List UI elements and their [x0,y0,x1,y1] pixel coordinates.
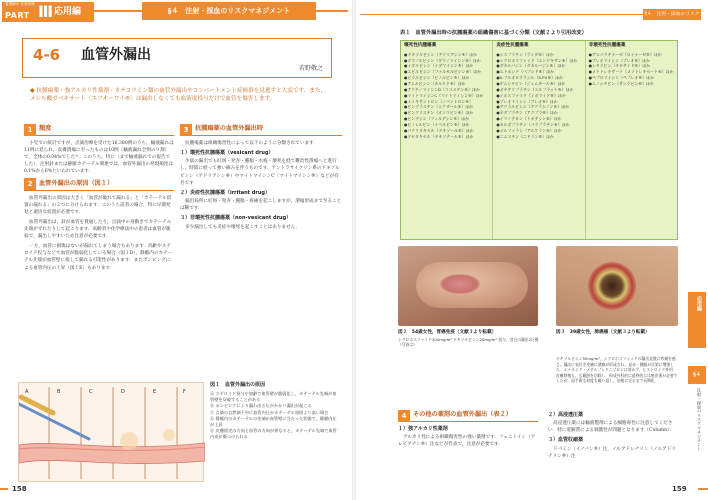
table-column-heading: 壊死性抗腫瘍薬 [404,43,437,48]
intro-text: 抗腫瘍薬・強アルカリ性薬剤・カテコラミン類の血管外漏出やコンパートメント症候群を見逃すと大変です．また，メシル酸ガベキサート（エフオーワイ®）は漏出しなくても血液度投与だけで血管を傷害します． [30,88,327,103]
table-1 [400,40,678,240]
drug-entry: ●シタラビン（キロサイド®）ほか [588,63,650,69]
figure-1-illustration [18,382,204,482]
part-number: Ⅲ [38,2,54,21]
page-number-right: 159 [672,485,687,493]
alkaline-heading: １）強アルカリ性薬剤 [398,426,448,432]
svg-text:D: D [121,389,125,395]
part-word: PART [5,11,30,20]
vasoconstrictor-text: ドパミン（イノバン®）注，ノルアドレナリン（ノルアドリナリン®）注 [548,446,676,459]
drug-entry: ●ビンブラスチン（エクザール®）ほか [404,104,474,110]
non-vesicant-heading: ３）非壊死性抗腫瘍薬（non-vesicant drug） [180,215,292,222]
svg-text:B: B [57,389,61,395]
section-heading-cause [24,179,174,191]
right-page-right-column [548,410,680,463]
drug-entry: ●ゲムシタビン（ジェムザール®）ほか [496,80,566,86]
drug-entry: ●カルボプラチン（パラプラチン®）ほか [496,121,570,127]
drug-entry: ●イホスファミド（イホマイド®）ほか [496,92,566,98]
figure-1-caption [210,382,340,440]
drug-entry: ●ミトキサントロン（ノバントロン®） [404,98,474,104]
ulcer-image [588,262,636,310]
side-section-text: 注射・採血のリスクマネジメント [697,388,702,451]
chapter-number: 4-6 [33,46,61,64]
drug-entry: ●オキサリプラチン（エルプラット®）ほか [496,86,574,92]
irritant-heading: ２）炎症性抗腫瘍薬（irritant drug） [180,189,270,196]
irritant-text: 漏出局所に紅斑・発赤・腫脹・疼痛を起こしますが，潰瘍形成まで至ることは稀です． [180,199,342,212]
header-rule [360,14,660,15]
cause-text-2: 血管外漏出は，針が血管を貫通したり，点滴中の身動きでカテーテル先端がずれたりして起こります．高齢者や化学療法中の患者は血管が脆弱で，漏出しやすいため注意が必要です． [24,219,172,240]
table-column-heading: 非壊死性抗腫瘍薬 [588,43,626,48]
drug-entry: ●ドセタキセル（タキソテール®）ほか [404,133,474,139]
drug-entry: ●エトポシド（ベプシド®）ほか [496,69,555,75]
drug-entry: ●ダウノルビシン（ダウノマイシン®）ほか [404,57,481,63]
drug-entry: ●アクチノマイシンD（コスメゲン®）ほか [404,86,480,92]
figure-1-item: Ⓒ 点滴の自然滴下中に血管内圧がカテーテル周囲より高い場合 [210,409,329,415]
vesicant-heading: １）壊死性抗腫瘍薬（vesicant drug） [180,150,274,157]
cause-text-3: 一方，血管に損傷はないが漏れてしまう場合もあります．高齢やステロイド投与などで血管が脆弱化している場合（図１D），静脈内のカテーテル先端が血管壁に接して漏れる可能性があります．またポンピングによる血管内圧の上昇（図１E）もあります． [24,244,173,271]
figure-2-photo [398,246,538,326]
side-tab [688,292,706,348]
drug-entry: ●イリノテカン（トポテシン®）ほか [496,116,562,122]
part-tag [2,2,94,22]
drug-entry: ●ブレオマイシン（ブレオ®）ほか [496,98,558,104]
non-vesicant-text: 多少漏出しても炎症や壊死を起こすことはありません． [185,224,301,230]
drug-entry: ●ニムスチン（ニドラン®）ほか [496,133,554,139]
right-column [180,124,342,234]
chapter-title: 血管外漏出 [81,47,151,63]
svg-text:A: A [25,389,29,395]
section-heading-other-drugs [398,410,538,422]
footer-bar [698,488,708,490]
cause-text-1: 血管外漏出の原因は大きく「血管が破れて漏れる」と「カテーテル留置の漏れる」の２つに分けられます．このうち前者の場合，特に早期発見と適切な処置が必要です． [24,195,172,215]
side-section-badge: §４ [688,366,706,384]
drug-entry: ●ビノレルビン（ナベルビン®）ほか [404,121,470,127]
figure-3-title: 図３ 39歳女性，肺癌癌（文献３より転載） [556,330,650,335]
drug-entry: ●5-フルオロウラシル（5-FU®）ほか [496,75,563,81]
figure-1-item: Ⓔ 皮膚固定の方向と血管の方向が異なると，カテーテル先端で血管内皮が傷つけられる [210,427,337,439]
figure-2-caption [398,330,542,348]
drug-entry: ●ネダプラチン（アクプラ®）ほか [496,110,558,116]
drug-entry: ●エノシタビン（サンラビン®）ほか [588,80,654,86]
figure-1-item: Ⓑ ポンピングにより漏れ出る圧がかかり漏出が起こる [210,403,312,409]
table-column-non-vesicant [586,41,677,239]
drug-entry: ●アクラルビシン（アクラシノン®）ほか [496,104,569,110]
right-page-left-column [398,410,538,451]
drug-entry: ●エピルビシン（ファルモルビシン®）ほか [404,69,482,75]
antitumor-intro: 抗腫瘍薬は組織傷害性によって以下のように分類されています． [185,141,318,146]
drug-entry: ●アムルビシン（カルセド®）ほか [404,80,466,86]
alkaline-text: アルカリ性による組織傷害性の強い薬剤です．フェニトイン（アレビアチン®）注などが代表で，注意が必要です． [398,435,536,448]
figure-1-item: Ⓐ ステロイド投与や加齢で血管壁が脆弱化し，カテーテル先端が血管壁を穿破することがある [210,391,337,403]
drug-entry: ●ビンデシン（フィルデシン®）ほか [404,116,469,122]
figure-2-body: シクロホスファミド300mg/m² ドキソルビシン20mg/m² 投与，翌日の漏出2日後（写真は） [398,336,539,348]
part-small-label: 看護師の 仕事辞典 [5,2,35,6]
figure-1-title: 図１ 血管外漏出の原因 [210,382,266,388]
section-number: 2 [24,178,36,190]
drug-entry: ●メルファラン（アルケラン®）ほか [496,127,562,133]
side-tab-label: 応用編 [696,296,702,311]
table-column-vesicant [401,41,493,239]
section-title: 抗腫瘍薬の血管外漏出時 [195,125,264,132]
table-1-title: 表１ 血管外漏出時の抗腫瘍薬の組織傷害に基づく分類（文献２より引用改変） [400,30,587,36]
drug-entry: ●ピラルビシン（ピノルビン®）ほか [404,75,470,81]
table-column-irritant [493,41,585,239]
drug-entry: ●マイトマイシンC（マイトマイシン®）ほか [404,92,484,98]
figure-2-title: 図２ 54歳女性，胃癌免疫（文献３より転載） [398,330,497,335]
page-number-left: 158 [12,485,27,493]
section-heading-frequency [24,124,174,136]
hyperosmotic-text: 高浸透圧薬には輸液製剤による細胞毒性に注意してください．特に電解質による刺激性が問題となります（Column）． [548,421,674,434]
table-column-heading: 炎症性抗腫瘍薬 [496,43,529,48]
drug-entry: ●ドキソルビシン（アドリアシン®）ほか [404,51,478,57]
intro-summary [30,86,328,104]
drug-entry: ●パクリタキセル（タキソール®）ほか [404,127,474,133]
drug-entry: ●メトトレキサート（メソトレキセート®）ほか [588,69,674,75]
drug-entry: ●ペプロマイシン（ペプレオ®）ほか [588,75,654,81]
running-header: §４ 注射・採血のリスクマネジメント [643,9,701,20]
bullet-icon: ◆ [30,87,37,94]
section-title: 頻度 [39,125,52,132]
svg-text:E: E [153,389,157,395]
drug-entry: ●シスプラチン（ランダ®）ほか [496,51,554,57]
section-number: 4 [398,410,410,422]
section-title: 血管外漏出の原因（図１） [39,179,114,187]
drug-entry: ●ビンクリスチン（オンコビン®）ほか [404,110,474,116]
figure-3-caption [556,330,680,337]
svg-text:C: C [89,389,93,395]
part-subtitle: 応用編 [54,7,82,17]
vasoconstrictor-heading: ３）血管収縮薬 [548,437,584,444]
book-gutter [352,0,356,500]
hyperosmotic-heading: ２）高浸透圧薬 [548,412,584,418]
drug-entry: ●イダルビシン（イダマイシン®）ほか [404,63,474,69]
vesicant-text: 少量の漏出でも紅斑・発赤・腫脹・水疱・壊死を経て難治性潰瘍へと進行し，時間に経って強い痛みを伴うものです．アントラサイクリン系のドキソルビシン（アドリアシン®）やマイトマイシンC（マイトマイシン®）などが有名です． [180,159,340,186]
chapter-title-box [22,38,332,78]
left-column [24,124,174,275]
svg-text:F: F [183,389,186,395]
figure-3-note: ドキソルビシン50mg/m²，シクロホスファミドの漏出直後に疼痛を感じ，漏出に気付き皮膚に潰瘍が形成され，発赤・腫脹が次第に増強した．エトポシド・メチルプレドニゾロンは効かず，ヒストロイド外用．皮膚移植も，広範囲を切除し，形成外科的に最終的には植皮術が必要でしたが，再手術も何度も繰り返し，治癒に至るまで長期化． [556,356,678,383]
lesion-image [440,274,480,294]
drug-entry: ●アスパラギナーゼ（ロイナーゼ®）ほか [588,51,662,57]
section-heading-antitumor [180,124,342,136]
vein-catheter-diagram [19,383,205,483]
section-header: §４ 注射・採血のリスクマネジメント [142,2,316,20]
frequency-text: 小児での統計ですが，点滴治療を受けた16,380例のうち，輸液漏れは11例に見られ，皮膚潰瘍に至ったものは10例（輸液漏れ全例の９割）で，全体の0.04%でした¹⁾．このうち，特に（まで輸液漏れでの報告でした）．注射針または静脈カテーテル関連では，血管外漏出の発現頻度は0.1%から6%といわれています． [24,141,174,175]
section-number: 1 [24,124,36,136]
drug-entry: ●ダカルバジン（ダカルバジン®）ほか [496,63,566,69]
author-name: 若野敬之 [298,65,323,72]
footer-bar [0,488,8,490]
drug-entry: ●ブレオマイシン（ブレオ®）ほか [588,57,650,63]
drug-entry: ●シクロホスファミド（エンドキサン®）ほか [496,57,578,63]
figure-3-photo [556,246,678,326]
figure-1-item: Ⓓ 静脈内のカテーテルの先端が血管壁に当たった状態で，静脈内圧が上昇 [210,415,337,427]
section-number: 3 [180,124,192,136]
section-title: その他の薬剤の血管外漏出（表２） [413,411,512,418]
